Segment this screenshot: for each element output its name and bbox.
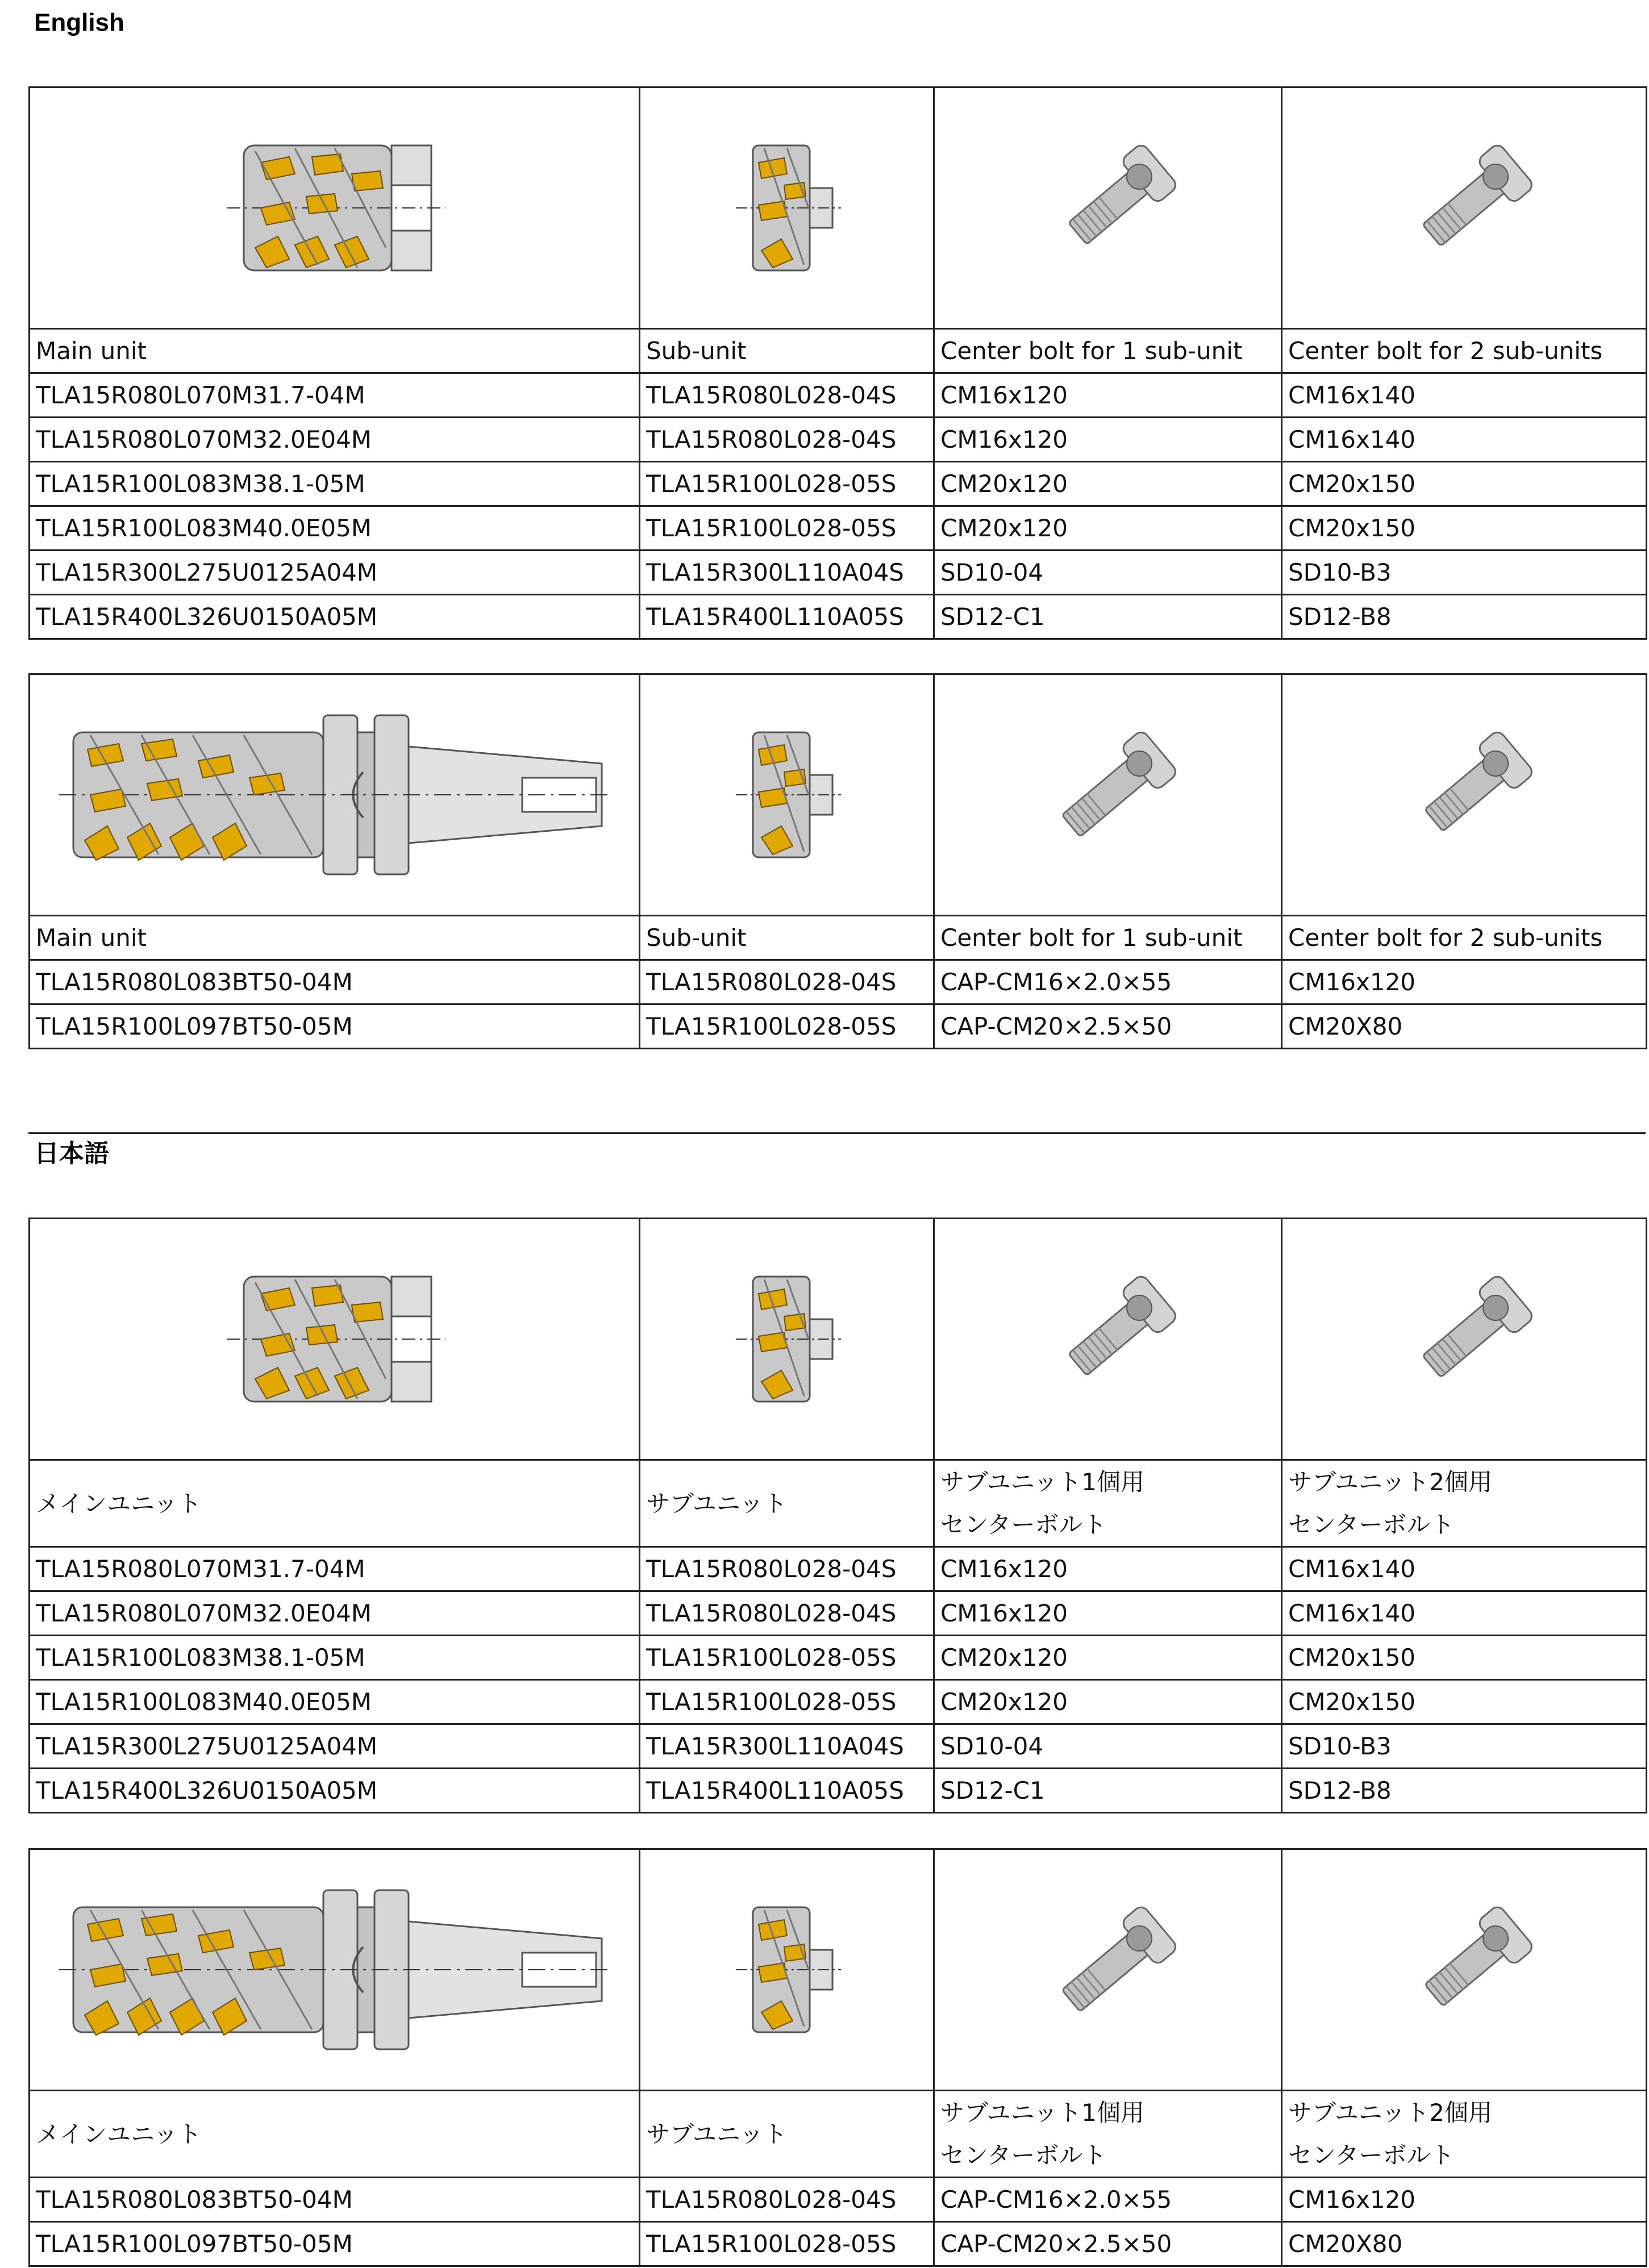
cell-sub-unit: TLA15R100L028-05S	[640, 506, 934, 551]
spec-table-ja-bt50	[28, 1848, 1647, 2267]
header-line: センターボルト	[940, 2141, 1107, 2169]
header-center-bolt-2: Center bolt for 2 sub-units	[1282, 916, 1647, 960]
cell-sub-unit: TLA15R400L110A05S	[640, 595, 934, 639]
header-sub-unit: サブユニット	[640, 2091, 934, 2178]
table-row	[30, 1724, 1647, 1769]
cell-main-unit: TLA15R300L275U0125A04M	[30, 1724, 640, 1769]
cell-sub-unit: TLA15R080L028-04S	[640, 2178, 934, 2222]
sub-unit-image-cell	[640, 674, 934, 916]
cell-main-unit: TLA15R100L083M40.0E05M	[30, 1680, 640, 1724]
header-center-bolt-2	[1282, 1460, 1647, 1547]
header-center-bolt-1	[934, 1460, 1282, 1547]
cell-center-bolt-1: CM20x120	[934, 462, 1282, 506]
table-row	[30, 418, 1647, 462]
header-row	[30, 1460, 1647, 1547]
image-row	[30, 87, 1647, 329]
cell-center-bolt-1: SD10-04	[934, 551, 1282, 595]
center-bolt-2-image-cell	[1282, 1219, 1647, 1460]
cell-center-bolt-2: SD12-B8	[1282, 1769, 1647, 1813]
cell-main-unit: TLA15R080L070M31.7-04M	[30, 373, 640, 418]
table-row	[30, 1769, 1647, 1813]
center-bolt-icon	[1390, 1896, 1538, 2044]
cell-sub-unit: TLA15R080L028-04S	[640, 1591, 934, 1636]
table-row	[30, 373, 1647, 418]
milling-cutter-sub-unit-icon	[730, 1254, 844, 1424]
header-line: サブユニット1個用	[940, 2099, 1144, 2127]
cell-center-bolt-2: CM16x140	[1282, 1591, 1647, 1636]
header-line: センターボルト	[1288, 1511, 1455, 1539]
cell-center-bolt-1: CM16x120	[934, 373, 1282, 418]
header-main-unit: Main unit	[30, 916, 640, 960]
cell-main-unit: TLA15R400L326U0150A05M	[30, 595, 640, 639]
table-row	[30, 506, 1647, 551]
table-row	[30, 2222, 1647, 2266]
main-unit-image-cell	[30, 1849, 640, 2091]
center-bolt-2-image-cell	[1282, 1849, 1647, 2091]
cell-center-bolt-1: CM20x120	[934, 1636, 1282, 1680]
cell-center-bolt-2: SD10-B3	[1282, 1724, 1647, 1769]
table-row	[30, 1591, 1647, 1636]
table-row	[30, 960, 1647, 1004]
cell-main-unit: TLA15R100L083M38.1-05M	[30, 462, 640, 506]
spec-table-en-bt50	[28, 673, 1647, 1049]
cell-center-bolt-1: CM16x120	[934, 1591, 1282, 1636]
cell-center-bolt-2: CM16x140	[1282, 373, 1647, 418]
header-center-bolt-1: Center bolt for 1 sub-unit	[934, 916, 1282, 960]
section-heading-english: English	[34, 9, 124, 36]
cell-main-unit: TLA15R400L326U0150A05M	[30, 1769, 640, 1813]
center-bolt-icon	[1390, 134, 1538, 282]
table-row	[30, 1004, 1647, 1049]
main-unit-image-cell	[30, 87, 640, 329]
header-sub-unit: サブユニット	[640, 1460, 934, 1547]
header-center-bolt-1: Center bolt for 1 sub-unit	[934, 329, 1282, 373]
cell-center-bolt-1: CAP-CM16×2.0×55	[934, 960, 1282, 1004]
sub-unit-image-cell	[640, 1849, 934, 2091]
cell-main-unit: TLA15R100L083M38.1-05M	[30, 1636, 640, 1680]
cell-sub-unit: TLA15R100L028-05S	[640, 1680, 934, 1724]
cell-center-bolt-1: CAP-CM16×2.0×55	[934, 2178, 1282, 2222]
cell-center-bolt-1: CAP-CM20×2.5×50	[934, 1004, 1282, 1049]
milling-cutter-main-unit-icon	[221, 1254, 448, 1424]
sub-unit-image-cell	[640, 1219, 934, 1460]
center-bolt-icon	[1390, 721, 1538, 869]
center-bolt-1-image-cell	[934, 1219, 1282, 1460]
cell-sub-unit: TLA15R300L110A04S	[640, 551, 934, 595]
cell-center-bolt-1: CAP-CM20×2.5×50	[934, 2222, 1282, 2266]
milling-cutter-sub-unit-icon	[730, 1885, 844, 2055]
header-center-bolt-2: Center bolt for 2 sub-units	[1282, 329, 1647, 373]
table-row	[30, 1636, 1647, 1680]
cell-center-bolt-1: CM16x120	[934, 418, 1282, 462]
table-row	[30, 1680, 1647, 1724]
cell-center-bolt-2: SD12-B8	[1282, 595, 1647, 639]
cell-sub-unit: TLA15R100L028-05S	[640, 1636, 934, 1680]
cell-center-bolt-2: CM16x140	[1282, 418, 1647, 462]
cell-main-unit: TLA15R080L083BT50-04M	[30, 960, 640, 1004]
cell-center-bolt-2: CM20x150	[1282, 506, 1647, 551]
center-bolt-1-image-cell	[934, 87, 1282, 329]
cell-main-unit: TLA15R080L070M32.0E04M	[30, 1591, 640, 1636]
center-bolt-icon	[1034, 1265, 1182, 1413]
header-center-bolt-2	[1282, 2091, 1647, 2178]
cell-main-unit: TLA15R100L083M40.0E05M	[30, 506, 640, 551]
cell-center-bolt-2: CM20x150	[1282, 1680, 1647, 1724]
image-row	[30, 674, 1647, 916]
center-bolt-icon	[1034, 134, 1182, 282]
cell-center-bolt-2: CM20X80	[1282, 2222, 1647, 2266]
cell-center-bolt-1: SD10-04	[934, 1724, 1282, 1769]
cell-main-unit: TLA15R080L070M32.0E04M	[30, 418, 640, 462]
cell-sub-unit: TLA15R080L028-04S	[640, 418, 934, 462]
header-center-bolt-1	[934, 2091, 1282, 2178]
sub-unit-image-cell	[640, 87, 934, 329]
cell-center-bolt-2: CM20x150	[1282, 462, 1647, 506]
header-line: サブユニット1個用	[940, 1468, 1144, 1496]
section-heading-japanese: 日本語	[34, 1140, 109, 1168]
center-bolt-icon	[1390, 1265, 1538, 1413]
milling-cutter-bt50-holder-icon	[56, 1873, 613, 2066]
cell-sub-unit: TLA15R300L110A04S	[640, 1724, 934, 1769]
table-row	[30, 1547, 1647, 1591]
header-sub-unit: Sub-unit	[640, 329, 934, 373]
center-bolt-1-image-cell	[934, 674, 1282, 916]
cell-center-bolt-2: CM20x150	[1282, 1636, 1647, 1680]
cell-center-bolt-1: SD12-C1	[934, 1769, 1282, 1813]
cell-main-unit: TLA15R080L083BT50-04M	[30, 2178, 640, 2222]
cell-center-bolt-1: CM20x120	[934, 1680, 1282, 1724]
header-line: サブユニット2個用	[1288, 1468, 1492, 1496]
milling-cutter-sub-unit-icon	[730, 123, 844, 293]
cell-main-unit: TLA15R100L097BT50-05M	[30, 1004, 640, 1049]
cell-center-bolt-2: CM16x140	[1282, 1547, 1647, 1591]
table-row	[30, 595, 1647, 639]
image-row	[30, 1849, 1647, 2091]
cell-center-bolt-2: CM16x120	[1282, 2178, 1647, 2222]
header-row	[30, 916, 1647, 960]
cell-center-bolt-2: CM20X80	[1282, 1004, 1647, 1049]
cell-sub-unit: TLA15R080L028-04S	[640, 1547, 934, 1591]
cell-main-unit: TLA15R300L275U0125A04M	[30, 551, 640, 595]
cell-sub-unit: TLA15R080L028-04S	[640, 960, 934, 1004]
milling-cutter-main-unit-icon	[221, 123, 448, 293]
cell-center-bolt-2: SD10-B3	[1282, 551, 1647, 595]
cell-sub-unit: TLA15R080L028-04S	[640, 373, 934, 418]
table-row	[30, 2178, 1647, 2222]
header-main-unit: Main unit	[30, 329, 640, 373]
table-row	[30, 462, 1647, 506]
header-line: センターボルト	[940, 1511, 1107, 1539]
header-row	[30, 2091, 1647, 2178]
table-row	[30, 551, 1647, 595]
spec-table-en-main	[28, 86, 1647, 640]
center-bolt-2-image-cell	[1282, 87, 1647, 329]
header-main-unit: メインユニット	[30, 2091, 640, 2178]
main-unit-image-cell	[30, 1219, 640, 1460]
center-bolt-1-image-cell	[934, 1849, 1282, 2091]
cell-sub-unit: TLA15R100L028-05S	[640, 1004, 934, 1049]
cell-center-bolt-1: CM20x120	[934, 506, 1282, 551]
cell-main-unit: TLA15R100L097BT50-05M	[30, 2222, 640, 2266]
header-line: サブユニット2個用	[1288, 2099, 1492, 2127]
cell-main-unit: TLA15R080L070M31.7-04M	[30, 1547, 640, 1591]
cell-center-bolt-2: CM16x120	[1282, 960, 1647, 1004]
center-bolt-icon	[1034, 1896, 1182, 2044]
cell-center-bolt-1: CM16x120	[934, 1547, 1282, 1591]
center-bolt-2-image-cell	[1282, 674, 1647, 916]
center-bolt-icon	[1034, 721, 1182, 869]
header-sub-unit: Sub-unit	[640, 916, 934, 960]
main-unit-image-cell	[30, 674, 640, 916]
header-line: センターボルト	[1288, 2141, 1455, 2169]
cell-sub-unit: TLA15R400L110A05S	[640, 1769, 934, 1813]
milling-cutter-sub-unit-icon	[730, 710, 844, 880]
milling-cutter-bt50-holder-icon	[56, 698, 613, 891]
cell-sub-unit: TLA15R100L028-05S	[640, 2222, 934, 2266]
header-row	[30, 329, 1647, 373]
image-row	[30, 1219, 1647, 1460]
section-divider	[28, 1132, 1646, 1134]
cell-sub-unit: TLA15R100L028-05S	[640, 462, 934, 506]
header-main-unit: メインユニット	[30, 1460, 640, 1547]
cell-center-bolt-1: SD12-C1	[934, 595, 1282, 639]
spec-table-ja-main	[28, 1218, 1647, 1813]
